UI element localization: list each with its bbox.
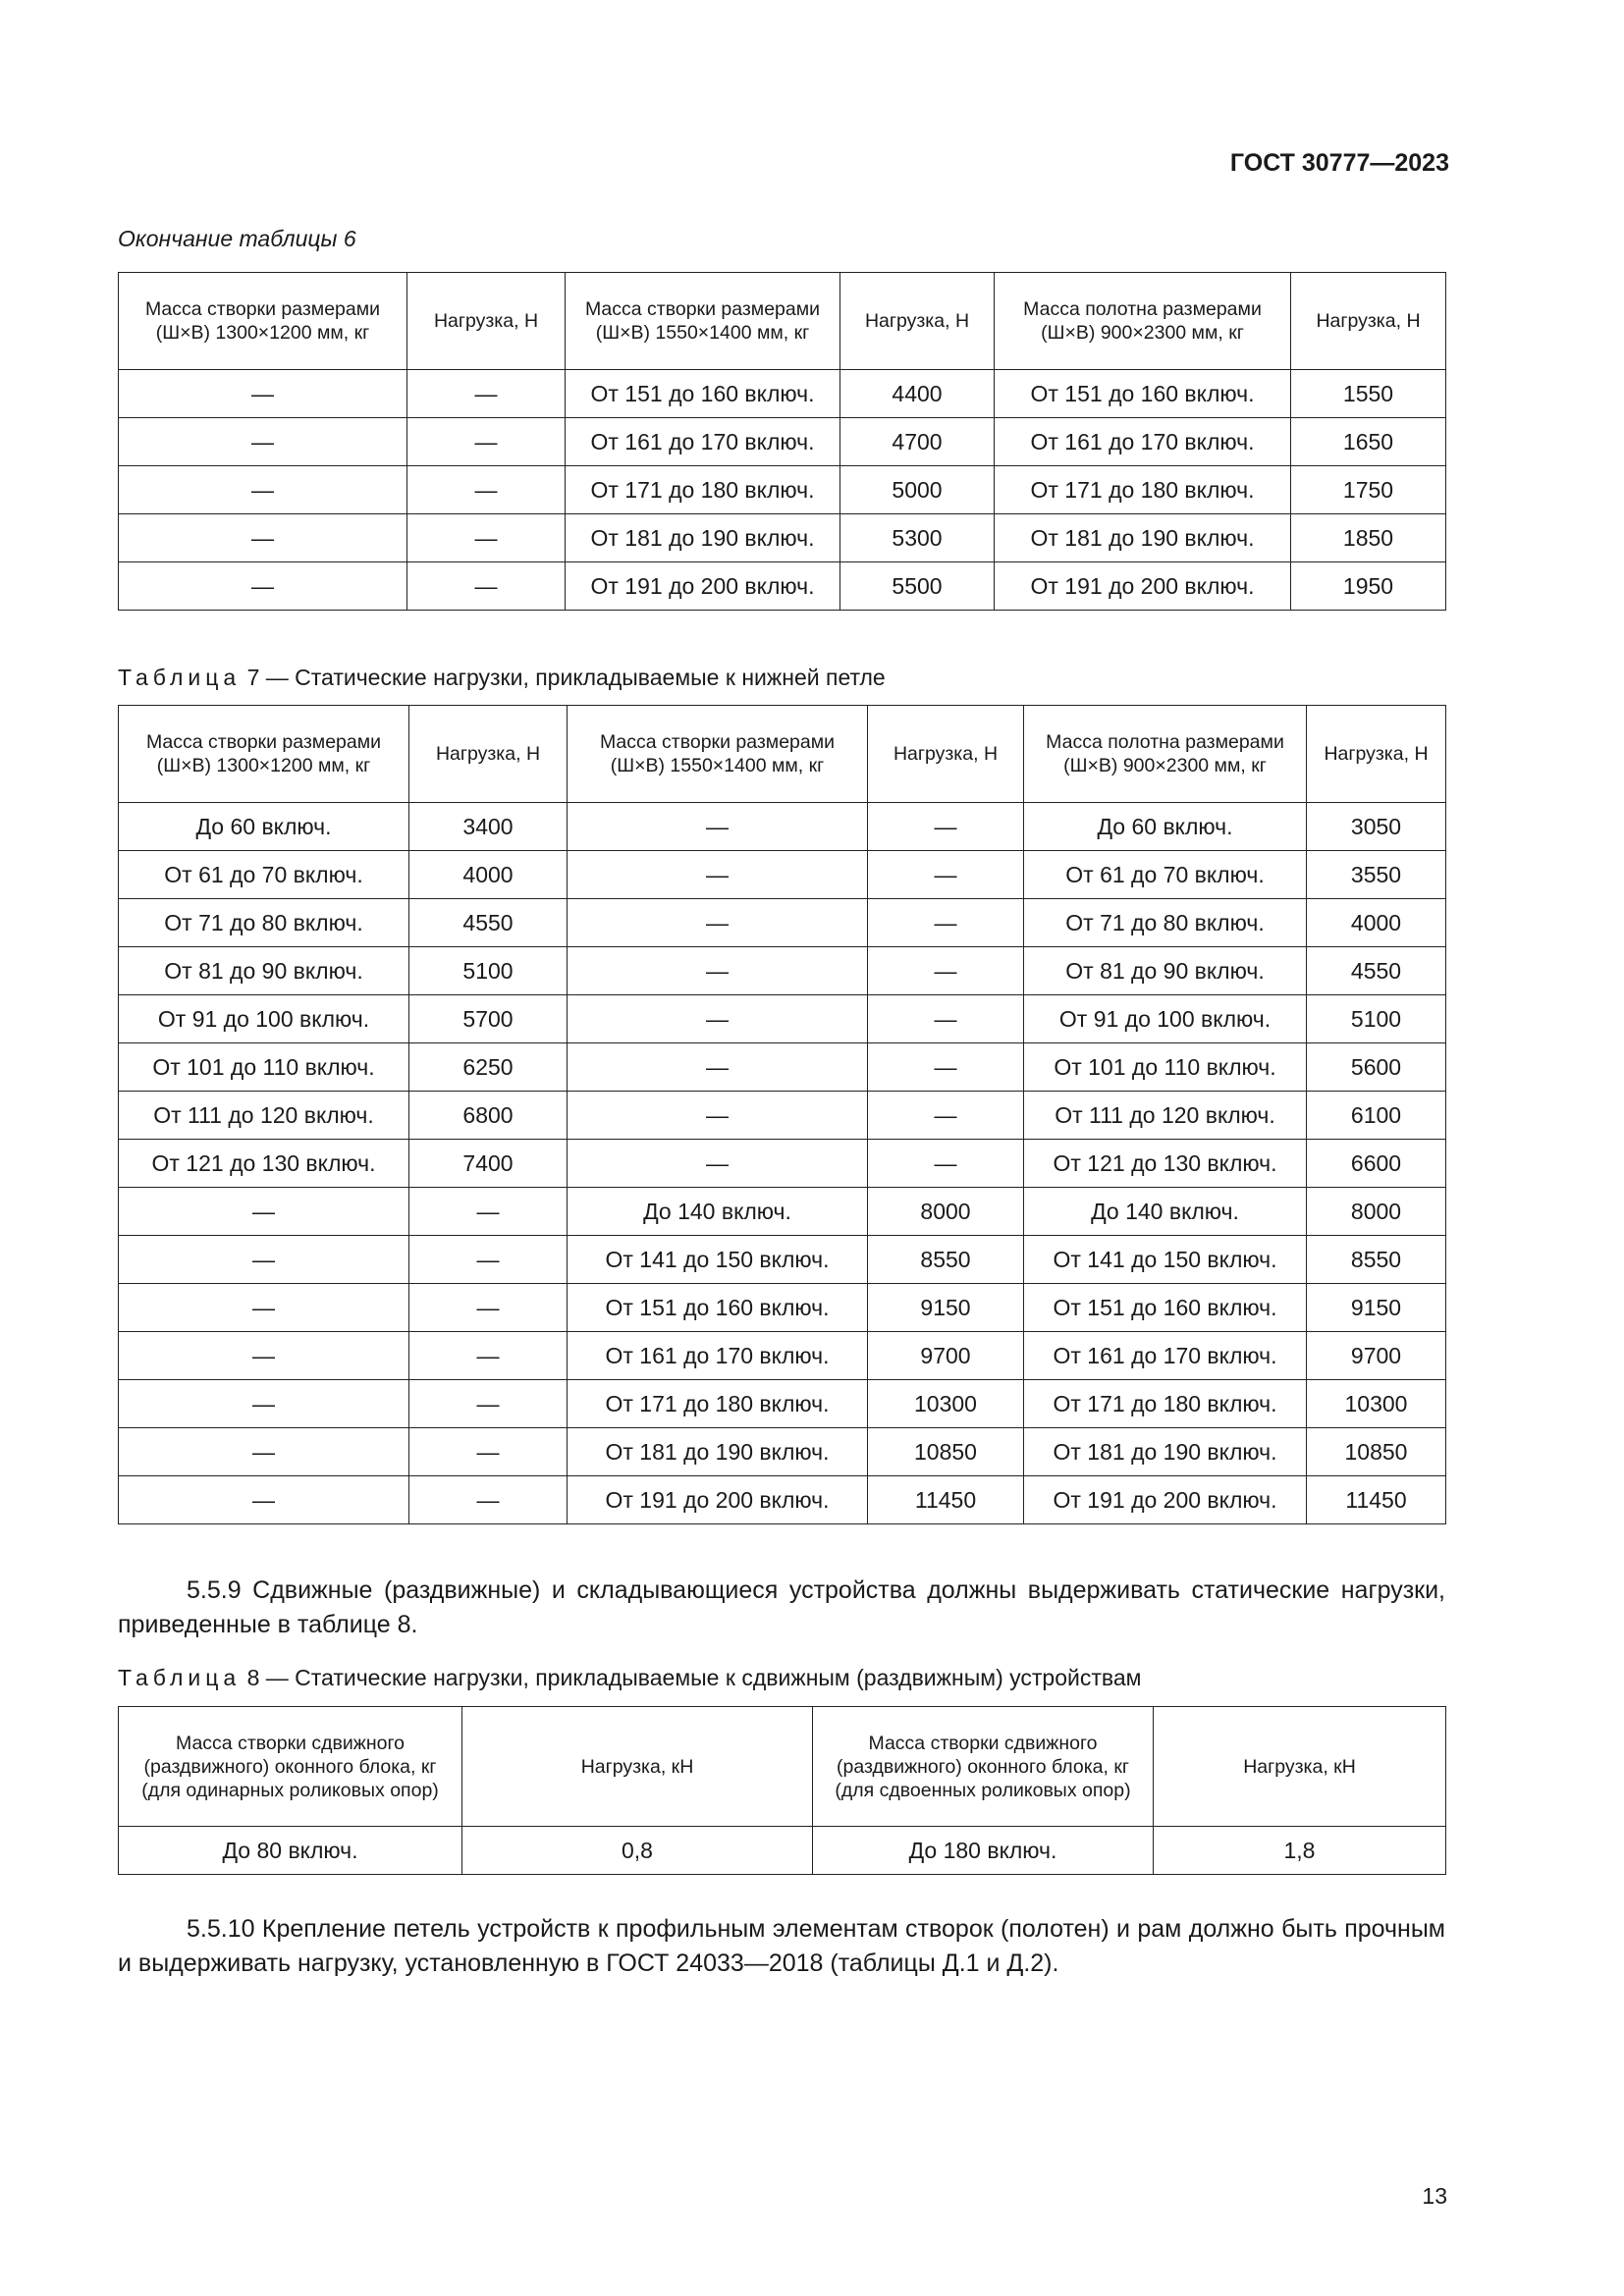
- table-cell: От 171 до 180 включ.: [995, 466, 1291, 514]
- table-row: [119, 1188, 1446, 1236]
- table-header-row: [119, 1707, 1446, 1827]
- column-header: Масса створки сдвижного (раздвижного) оконного блока, кг (для одинарных роликовых опор): [119, 1707, 462, 1827]
- table-cell: —: [568, 851, 868, 899]
- table-cell: —: [568, 899, 868, 947]
- table-cell: От 181 до 190 включ.: [1024, 1428, 1307, 1476]
- table-cell: От 191 до 200 включ.: [568, 1476, 868, 1524]
- table-cell: —: [119, 514, 407, 562]
- table-row: [119, 1140, 1446, 1188]
- column-header: Нагрузка, Н: [840, 273, 995, 370]
- column-header: Нагрузка, Н: [868, 706, 1024, 803]
- table-cell: 5000: [840, 466, 995, 514]
- table-cell: От 71 до 80 включ.: [119, 899, 409, 947]
- table-cell: До 140 включ.: [1024, 1188, 1307, 1236]
- column-header: Масса створки размерами (Ш×В) 1300×1200 мм, кг: [119, 273, 407, 370]
- table-cell: От 161 до 170 включ.: [568, 1332, 868, 1380]
- table-cell: 4000: [1307, 899, 1446, 947]
- table-cell: 10850: [1307, 1428, 1446, 1476]
- column-header: Масса створки размерами (Ш×В) 1550×1400 мм, кг: [568, 706, 868, 803]
- table-row: [119, 1476, 1446, 1524]
- table-cell: До 180 включ.: [813, 1827, 1154, 1875]
- column-header: Нагрузка, Н: [407, 273, 566, 370]
- paragraph-5-5-9: 5.5.9 Сдвижные (раздвижные) и складывающиеся устройства должны выдерживать статические нагрузки, приведенные в таблице 8.: [118, 1576, 1445, 1638]
- table-cell: От 91 до 100 включ.: [119, 995, 409, 1043]
- table-cell: От 141 до 150 включ.: [568, 1236, 868, 1284]
- table-cell: От 101 до 110 включ.: [119, 1043, 409, 1092]
- table-cell: 11450: [868, 1476, 1024, 1524]
- column-header: Нагрузка, Н: [1307, 706, 1446, 803]
- table-cell: 5500: [840, 562, 995, 611]
- table-cell: 9700: [1307, 1332, 1446, 1380]
- column-header: Нагрузка, Н: [409, 706, 568, 803]
- table-cell: От 151 до 160 включ.: [1024, 1284, 1307, 1332]
- table-cell: —: [119, 1380, 409, 1428]
- table-cell: От 111 до 120 включ.: [119, 1092, 409, 1140]
- table-cell: От 171 до 180 включ.: [1024, 1380, 1307, 1428]
- table-cell: 9150: [868, 1284, 1024, 1332]
- table-cell: От 121 до 130 включ.: [119, 1140, 409, 1188]
- table-row: [119, 851, 1446, 899]
- table-cell: —: [868, 947, 1024, 995]
- table-cell: До 60 включ.: [119, 803, 409, 851]
- table-cell: —: [119, 1188, 409, 1236]
- column-header: Нагрузка, кН: [1154, 1707, 1446, 1827]
- table6-caption: Окончание таблицы 6: [118, 226, 356, 251]
- table-cell: —: [407, 562, 566, 611]
- table-row: [119, 995, 1446, 1043]
- table-cell: 3550: [1307, 851, 1446, 899]
- table-cell: —: [568, 803, 868, 851]
- table-cell: 1650: [1291, 418, 1446, 466]
- table-row: [119, 1284, 1446, 1332]
- table-cell: От 191 до 200 включ.: [566, 562, 840, 611]
- table-cell: 10300: [868, 1380, 1024, 1428]
- table-row: [119, 803, 1446, 851]
- table-cell: От 171 до 180 включ.: [568, 1380, 868, 1428]
- table-cell: —: [409, 1188, 568, 1236]
- table-cell: —: [868, 899, 1024, 947]
- paragraph-5-5-10: 5.5.10 Крепление петель устройств к профильным элементам створок (полотен) и рам должно быть прочным и выдерживать нагрузку, установленную в ГОСТ 24033—2018 (таблицы Д.1 и Д.2).: [118, 1915, 1445, 1977]
- table-cell: От 181 до 190 включ.: [568, 1428, 868, 1476]
- table-cell: От 161 до 170 включ.: [1024, 1332, 1307, 1380]
- table-8: [118, 1706, 1446, 1875]
- table-cell: —: [568, 1140, 868, 1188]
- table-cell: До 140 включ.: [568, 1188, 868, 1236]
- table-row: [119, 899, 1446, 947]
- table-cell: 4700: [840, 418, 995, 466]
- table-cell: От 101 до 110 включ.: [1024, 1043, 1307, 1092]
- column-header: Нагрузка, Н: [1291, 273, 1446, 370]
- table-row: [119, 562, 1446, 611]
- table-cell: 1950: [1291, 562, 1446, 611]
- table-cell: —: [407, 514, 566, 562]
- table-cell: —: [868, 803, 1024, 851]
- column-header: Масса створки сдвижного (раздвижного) оконного блока, кг (для сдвоенных роликовых опор): [813, 1707, 1154, 1827]
- table-row: [119, 370, 1446, 418]
- table-cell: 9150: [1307, 1284, 1446, 1332]
- table-cell: —: [119, 466, 407, 514]
- table-cell: —: [119, 1476, 409, 1524]
- table-row: [119, 1236, 1446, 1284]
- table-cell: От 151 до 160 включ.: [566, 370, 840, 418]
- table-header-row: [119, 706, 1446, 803]
- table-cell: 6100: [1307, 1092, 1446, 1140]
- table-cell: От 141 до 150 включ.: [1024, 1236, 1307, 1284]
- table-cell: —: [409, 1236, 568, 1284]
- table-row: [119, 1827, 1446, 1875]
- table-row: [119, 418, 1446, 466]
- table-cell: —: [407, 370, 566, 418]
- table-cell: 4550: [409, 899, 568, 947]
- table-title-text: 8 — Статические нагрузки, прикладываемые к сдвижным (раздвижным) устройствам: [246, 1665, 1142, 1690]
- column-header: Нагрузка, кН: [462, 1707, 813, 1827]
- column-header: Масса полотна размерами (Ш×В) 900×2300 мм, кг: [995, 273, 1291, 370]
- table-cell: От 91 до 100 включ.: [1024, 995, 1307, 1043]
- table-cell: 8550: [1307, 1236, 1446, 1284]
- table-header-row: [119, 273, 1446, 370]
- table-cell: —: [868, 1092, 1024, 1140]
- table-cell: —: [568, 995, 868, 1043]
- table-cell: —: [868, 995, 1024, 1043]
- table-cell: 4400: [840, 370, 995, 418]
- table-cell: 5300: [840, 514, 995, 562]
- table-6: [118, 272, 1446, 611]
- table-cell: 3400: [409, 803, 568, 851]
- table-cell: От 61 до 70 включ.: [1024, 851, 1307, 899]
- table-cell: От 161 до 170 включ.: [566, 418, 840, 466]
- table-cell: 5700: [409, 995, 568, 1043]
- table-cell: До 60 включ.: [1024, 803, 1307, 851]
- table-cell: От 111 до 120 включ.: [1024, 1092, 1307, 1140]
- table-cell: —: [409, 1332, 568, 1380]
- table-cell: —: [868, 851, 1024, 899]
- table-cell: От 191 до 200 включ.: [995, 562, 1291, 611]
- table-cell: —: [119, 1428, 409, 1476]
- table-cell: —: [568, 947, 868, 995]
- column-header: Масса створки размерами (Ш×В) 1300×1200 мм, кг: [119, 706, 409, 803]
- table-row: [119, 1043, 1446, 1092]
- table-cell: —: [409, 1476, 568, 1524]
- table-cell: 4000: [409, 851, 568, 899]
- table-cell: 9700: [868, 1332, 1024, 1380]
- table-cell: 1550: [1291, 370, 1446, 418]
- table-cell: 6800: [409, 1092, 568, 1140]
- table-cell: От 121 до 130 включ.: [1024, 1140, 1307, 1188]
- table-cell: От 181 до 190 включ.: [995, 514, 1291, 562]
- table-cell: 1850: [1291, 514, 1446, 562]
- table-cell: —: [868, 1140, 1024, 1188]
- table-cell: От 181 до 190 включ.: [566, 514, 840, 562]
- table-cell: От 191 до 200 включ.: [1024, 1476, 1307, 1524]
- table-cell: 4550: [1307, 947, 1446, 995]
- table-cell: —: [407, 466, 566, 514]
- table-cell: 10850: [868, 1428, 1024, 1476]
- table-cell: 7400: [409, 1140, 568, 1188]
- table-cell: 3050: [1307, 803, 1446, 851]
- page-number: 13: [1422, 2183, 1447, 2209]
- table-label: Таблица: [118, 1665, 242, 1690]
- table-cell: —: [409, 1284, 568, 1332]
- table-cell: 1750: [1291, 466, 1446, 514]
- table-cell: 5600: [1307, 1043, 1446, 1092]
- table-cell: —: [868, 1043, 1024, 1092]
- table-cell: 5100: [409, 947, 568, 995]
- table-cell: 6600: [1307, 1140, 1446, 1188]
- table-cell: 6250: [409, 1043, 568, 1092]
- table-label: Таблица: [118, 665, 242, 690]
- table-cell: —: [119, 1332, 409, 1380]
- table-cell: 5100: [1307, 995, 1446, 1043]
- table-row: [119, 947, 1446, 995]
- table-cell: До 80 включ.: [119, 1827, 462, 1875]
- table-cell: —: [407, 418, 566, 466]
- table-row: [119, 1092, 1446, 1140]
- table-cell: 10300: [1307, 1380, 1446, 1428]
- table-cell: 1,8: [1154, 1827, 1446, 1875]
- table-cell: 0,8: [462, 1827, 813, 1875]
- table-cell: От 81 до 90 включ.: [1024, 947, 1307, 995]
- table-cell: От 71 до 80 включ.: [1024, 899, 1307, 947]
- table-cell: —: [119, 370, 407, 418]
- table-cell: От 151 до 160 включ.: [568, 1284, 868, 1332]
- table-cell: От 161 до 170 включ.: [995, 418, 1291, 466]
- table-cell: —: [119, 1284, 409, 1332]
- table-row: [119, 466, 1446, 514]
- table-cell: —: [409, 1380, 568, 1428]
- table-cell: 8550: [868, 1236, 1024, 1284]
- table-cell: —: [119, 1236, 409, 1284]
- table-cell: От 171 до 180 включ.: [566, 466, 840, 514]
- table-cell: От 61 до 70 включ.: [119, 851, 409, 899]
- table-cell: 8000: [1307, 1188, 1446, 1236]
- column-header: Масса створки размерами (Ш×В) 1550×1400 мм, кг: [566, 273, 840, 370]
- table-cell: —: [568, 1092, 868, 1140]
- table-cell: От 81 до 90 включ.: [119, 947, 409, 995]
- document-code: ГОСТ 30777—2023: [1229, 149, 1449, 177]
- table-cell: —: [119, 562, 407, 611]
- table-row: [119, 1332, 1446, 1380]
- table-row: [119, 514, 1446, 562]
- table-row: [119, 1380, 1446, 1428]
- table-title-text: 7 — Статические нагрузки, прикладываемые к нижней петле: [246, 665, 886, 690]
- table-7: [118, 705, 1446, 1524]
- table8-title: [118, 1665, 1141, 1691]
- table7-title: [118, 665, 886, 691]
- table-cell: —: [409, 1428, 568, 1476]
- table-cell: —: [119, 418, 407, 466]
- table-cell: 11450: [1307, 1476, 1446, 1524]
- table-cell: —: [568, 1043, 868, 1092]
- table-row: [119, 1428, 1446, 1476]
- table-cell: От 151 до 160 включ.: [995, 370, 1291, 418]
- table-cell: 8000: [868, 1188, 1024, 1236]
- column-header: Масса полотна размерами (Ш×В) 900×2300 мм, кг: [1024, 706, 1307, 803]
